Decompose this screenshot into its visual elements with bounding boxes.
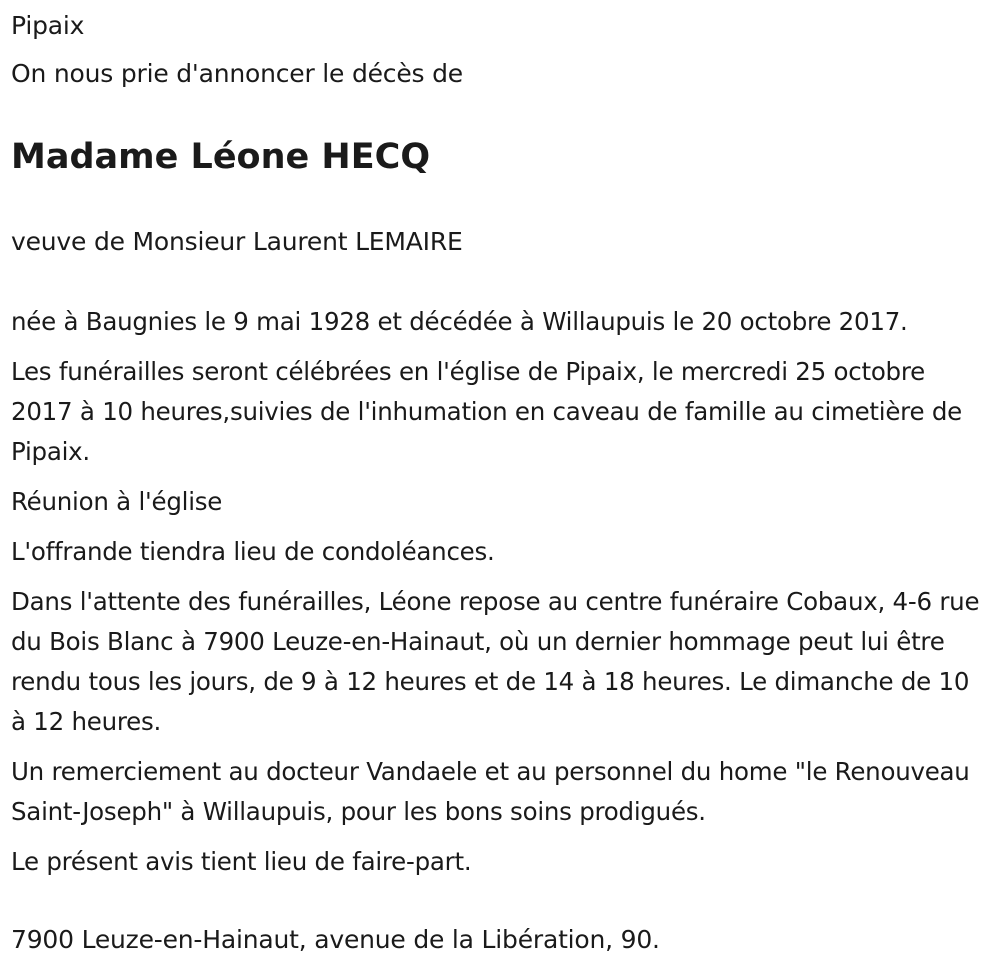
widow-of: veuve de Monsieur Laurent LEMAIRE [11,227,463,256]
repose-details: Dans l'attente des funérailles, Léone repose au centre funéraire Cobaux, 4-6 rue du Bois Blanc à 7900 Leuze-en-Hainaut, où un dernier hommage peut lui être rendu tous les jours, de 9 à 12 heures et de 14 à 18 heures. Le dimanche de 10 à 12 heures. [11,587,980,736]
funeral-details: Les funérailles seront célébrées en l'église de Pipaix, le mercredi 25 octobre 2017 à 10 heures,suivies de l'inhumation en caveau de famille au cimetière de Pipaix. [11,357,962,466]
announcement-note: Le présent avis tient lieu de faire-part. [11,847,472,876]
notice-body [11,302,986,892]
notice-intro: On nous prie d'annoncer le décès de [11,59,463,88]
thanks-note: Un remerciement au docteur Vandaele et au personnel du home "le Renouveau Saint-Joseph" à Willaupuis, pour les bons soins prodigués. [11,757,970,826]
family-address: 7900 Leuze-en-Hainaut, avenue de la Libération, 90. [11,925,660,954]
deceased-name: Madame Léone HECQ [11,137,431,177]
notice-place: Pipaix [11,11,85,40]
birth-death-dates: née à Baugnies le 9 mai 1928 et décédée à Willaupuis le 20 octobre 2017. [11,307,908,336]
meeting-place: Réunion à l'église [11,487,223,516]
condolences-note: L'offrande tiendra lieu de condoléances. [11,537,495,566]
